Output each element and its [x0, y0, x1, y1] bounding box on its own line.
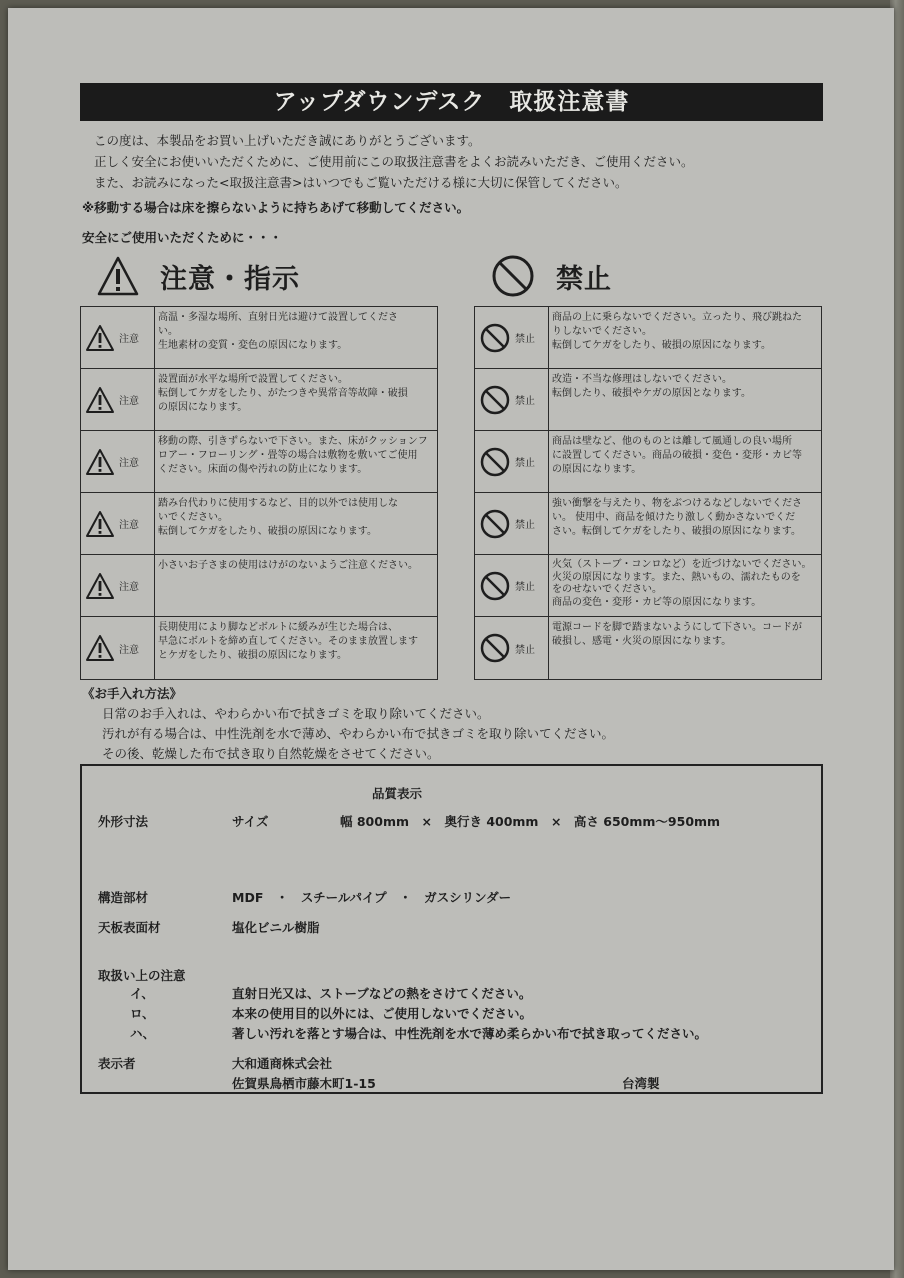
prohibition-icon	[479, 632, 511, 664]
size-sub-label: サイズ	[232, 814, 269, 829]
safety-intro: 安全にご使用いただくために・・・	[82, 230, 283, 245]
prohibition-row-text-line: をのせないでください。	[552, 584, 662, 595]
caution-row-text	[155, 493, 437, 554]
prohibition-row	[475, 431, 821, 493]
caution-row-text-line: いでください。	[158, 512, 228, 523]
caution-row-text-line: い。	[158, 326, 178, 337]
structure-value: MDF ・ スチールパイプ ・ ガスシリンダー	[232, 890, 512, 905]
caution-row-text-line: ロアー・フローリング・畳等の場合は敷物を敷いてご使用	[158, 450, 418, 461]
prohibition-row-text	[549, 555, 821, 616]
quality-label-box	[80, 764, 823, 1094]
caution-row	[81, 555, 437, 617]
prohibition-row	[475, 307, 821, 369]
caution-heading-label: 注意・指示	[160, 263, 300, 295]
caution-row-text-line: 生地素材の変質・変色の原因になります。	[158, 340, 348, 351]
prohibition-icon	[479, 508, 511, 540]
intro-line: また、お読みになった<取扱注意書>はいつでもご覧いただける様に大切に保管してください。	[94, 175, 628, 190]
prohibition-row-text-line: 改造・不当な修理はしないでください。	[552, 374, 732, 385]
care-line: その後、乾燥した布で拭き取り自然乾燥をさせてください。	[102, 746, 440, 761]
instruction-sheet	[8, 8, 894, 1270]
prohibition-row	[475, 493, 821, 555]
prohibition-row-text-line: い。 使用中、商品を傾けたり激しく動かさないでくだ	[552, 512, 796, 523]
care-title: 《お手入れ方法》	[82, 686, 183, 701]
intro-line: この度は、本製品をお買い上げいただき誠にありがとうございます。	[94, 133, 481, 148]
prohibition-row-text-line: に設置してください。商品の破損・変色・変形・カビ等	[552, 450, 802, 461]
caution-row-text-line: 設置面が水平な場所で設置してください。	[158, 374, 348, 385]
caution-row-text-line: 転倒してケガをしたり、破損の原因になります。	[158, 526, 377, 537]
caution-row-text	[155, 431, 437, 492]
prohibition-row	[475, 617, 821, 679]
prohibition-row-tag: 禁止	[515, 520, 535, 531]
prohibit-heading-label: 禁止	[556, 263, 612, 295]
caution-row-icon-cell	[81, 493, 155, 554]
intro-line: 正しく安全にお使いいただくために、ご使用前にこの取扱注意書をよくお読みいただき、ご使用ください。	[94, 154, 694, 169]
document-title: アップダウンデスク 取扱注意書	[80, 83, 823, 121]
caution-row-icon-cell	[81, 307, 155, 368]
top-material-value: 塩化ビニル樹脂	[232, 920, 320, 935]
caution-row-text-line: の原因になります。	[158, 402, 248, 413]
prohibition-icon	[479, 384, 511, 416]
prohibition-row-icon-cell	[475, 307, 549, 368]
prohibition-row-text	[549, 617, 821, 679]
prohibition-row-text	[549, 493, 821, 554]
caution-row-text	[155, 617, 437, 679]
prohibition-row-text-line: 破損し、感電・火災の原因になります。	[552, 636, 732, 647]
caution-row-tag: 注意	[119, 644, 139, 656]
warning-triangle-icon	[85, 386, 115, 414]
caution-row-text-line: ください。床面の傷や汚れの防止になります。	[158, 464, 368, 475]
prohibition-row-tag: 禁止	[515, 644, 535, 656]
caution-row-text-line: 転倒してケガをしたり、がたつきや異常音等故障・破損	[158, 388, 408, 399]
prohibition-row	[475, 369, 821, 431]
company-address: 佐賀県鳥栖市藤木町1-15	[232, 1076, 376, 1091]
prohibition-row-text-line: 商品の変色・変形・カビ等の原因になります。	[552, 596, 762, 608]
handling-mark: イ、	[130, 986, 154, 1001]
prohibition-row-text-line: 商品は壁など、他のものとは離して風通しの良い場所	[552, 436, 792, 447]
caution-row-tag: 注意	[119, 458, 139, 469]
prohibition-row-text	[549, 369, 821, 430]
prohibition-row-icon-cell	[475, 431, 549, 492]
caution-row-text	[155, 307, 437, 368]
care-line: 日常のお手入れは、やわらかい布で拭きゴミを取り除いてください。	[102, 706, 490, 721]
prohibition-table	[474, 306, 822, 680]
company-name: 大和通商株式会社	[232, 1056, 333, 1071]
prohibition-row	[475, 555, 821, 617]
caution-table	[80, 306, 438, 680]
prohibition-row-tag: 禁止	[515, 396, 535, 407]
quality-heading: 品質表示	[372, 786, 423, 801]
caution-row-text	[155, 555, 437, 616]
caution-row-tag: 注意	[119, 396, 139, 407]
size-label: 外形寸法	[98, 814, 149, 829]
handling-mark: ロ、	[130, 1006, 155, 1021]
prohibition-row-text-line: 強い衝撃を与えたり、物をぶつけるなどしないでくださ	[552, 498, 802, 509]
country-of-origin: 台湾製	[622, 1076, 660, 1091]
caution-row-icon-cell	[81, 431, 155, 492]
caution-row-text	[155, 369, 437, 430]
prohibition-row-tag: 禁止	[515, 458, 535, 469]
caution-row-tag: 注意	[119, 582, 139, 593]
caution-row	[81, 431, 437, 493]
warning-triangle-icon	[85, 572, 115, 600]
caution-row-icon-cell	[81, 369, 155, 430]
warning-triangle-icon	[85, 634, 115, 662]
prohibit-heading	[490, 251, 612, 301]
caution-row-tag: 注意	[119, 520, 139, 531]
handling-mark: ハ、	[130, 1026, 156, 1041]
warning-triangle-icon	[85, 324, 115, 352]
warning-triangle-icon	[85, 510, 115, 538]
prohibition-row-text-line: りしないでください。	[552, 326, 652, 337]
prohibition-row-text-line: 電源コードを脚で踏まないようにして下さい。コードが	[552, 622, 802, 633]
prohibition-row-text	[549, 307, 821, 368]
caution-row	[81, 369, 437, 431]
intro-text	[94, 130, 694, 193]
move-note: ※移動する場合は床を擦らないように持ちあげて移動してください。	[82, 200, 470, 215]
prohibition-row-text-line: 転倒したり、破損やケガの原因となります。	[552, 388, 751, 399]
prohibition-icon	[490, 253, 536, 299]
structure-label: 構造部材	[98, 890, 149, 905]
caution-row-icon-cell	[81, 555, 155, 616]
warning-triangle-icon	[96, 255, 140, 297]
prohibition-row-text-line: 転倒してケガをしたり、破損の原因になります。	[552, 340, 771, 351]
prohibition-row-tag: 禁止	[515, 582, 535, 593]
handling-label: 取扱い上の注意	[98, 968, 186, 983]
caution-row-text-line: 小さいお子さまの使用はけがのないようご注意ください。	[158, 560, 418, 571]
caution-row-text-line: 早急にボルトを締め直してください。そのまま放置します	[158, 636, 418, 647]
caution-row-text-line: 移動の際、引きずらないで下さい。また、床がクッションフ	[158, 436, 428, 447]
caution-row-text-line: 高温・多湿な場所、直射日光は避けて設置してくださ	[158, 312, 398, 323]
prohibition-row-icon-cell	[475, 617, 549, 679]
prohibition-icon	[479, 570, 511, 602]
top-material-label: 天板表面材	[98, 920, 161, 935]
size-value: 幅 800mm × 奥行き 400mm × 高さ 650mm～950mm	[340, 814, 721, 829]
caution-row-text-line: とケガをしたり、破損の原因になります。	[158, 650, 347, 661]
prohibition-row-icon-cell	[475, 369, 549, 430]
prohibition-row-text-line: さい。転倒してケガをしたり、破損の原因になります。	[552, 526, 801, 537]
caution-row-icon-cell	[81, 617, 155, 679]
caution-heading	[96, 251, 300, 301]
caution-row	[81, 493, 437, 555]
prohibition-row-icon-cell	[475, 555, 549, 616]
prohibition-icon	[479, 322, 511, 354]
prohibition-row-text-line: 商品の上に乗らないでください。立ったり、飛び跳ねた	[552, 312, 802, 323]
warning-triangle-icon	[85, 448, 115, 476]
care-line: 汚れが有る場合は、中性洗剤を水で薄め、やわらかい布で拭きゴミを取り除いてください。	[102, 726, 615, 741]
handling-text: 著しい汚れを落とす場合は、中性洗剤を水で薄め柔らかい布で拭き取ってください。	[232, 1026, 708, 1041]
handling-text: 直射日光又は、ストーブなどの熱をさけてください。	[232, 986, 532, 1001]
prohibition-row-text-line: 火気（ストーブ・コンロなど）を近づけないでください。	[552, 559, 812, 570]
caution-row-tag: 注意	[119, 334, 139, 345]
prohibition-row-icon-cell	[475, 493, 549, 554]
prohibition-row-text	[549, 431, 821, 492]
prohibition-icon	[479, 446, 511, 478]
prohibition-row-text-line: 火災の原因になります。また、熱いもの、濡れたものを	[552, 571, 801, 583]
handling-text: 本来の使用目的以外には、ご使用しないでください。	[232, 1006, 533, 1021]
document-content	[8, 8, 894, 1270]
prohibition-row-tag: 禁止	[515, 334, 535, 345]
prohibition-row-text-line: の原因になります。	[552, 464, 642, 475]
caution-row	[81, 617, 437, 679]
caution-row-text-line: 長期使用により脚などボルトに緩みが生じた場合は、	[158, 622, 398, 633]
care-section	[82, 684, 614, 764]
caution-row	[81, 307, 437, 369]
labeler-label: 表示者	[98, 1056, 136, 1071]
caution-row-text-line: 踏み台代わりに使用するなど、目的以外では使用しな	[158, 498, 398, 509]
